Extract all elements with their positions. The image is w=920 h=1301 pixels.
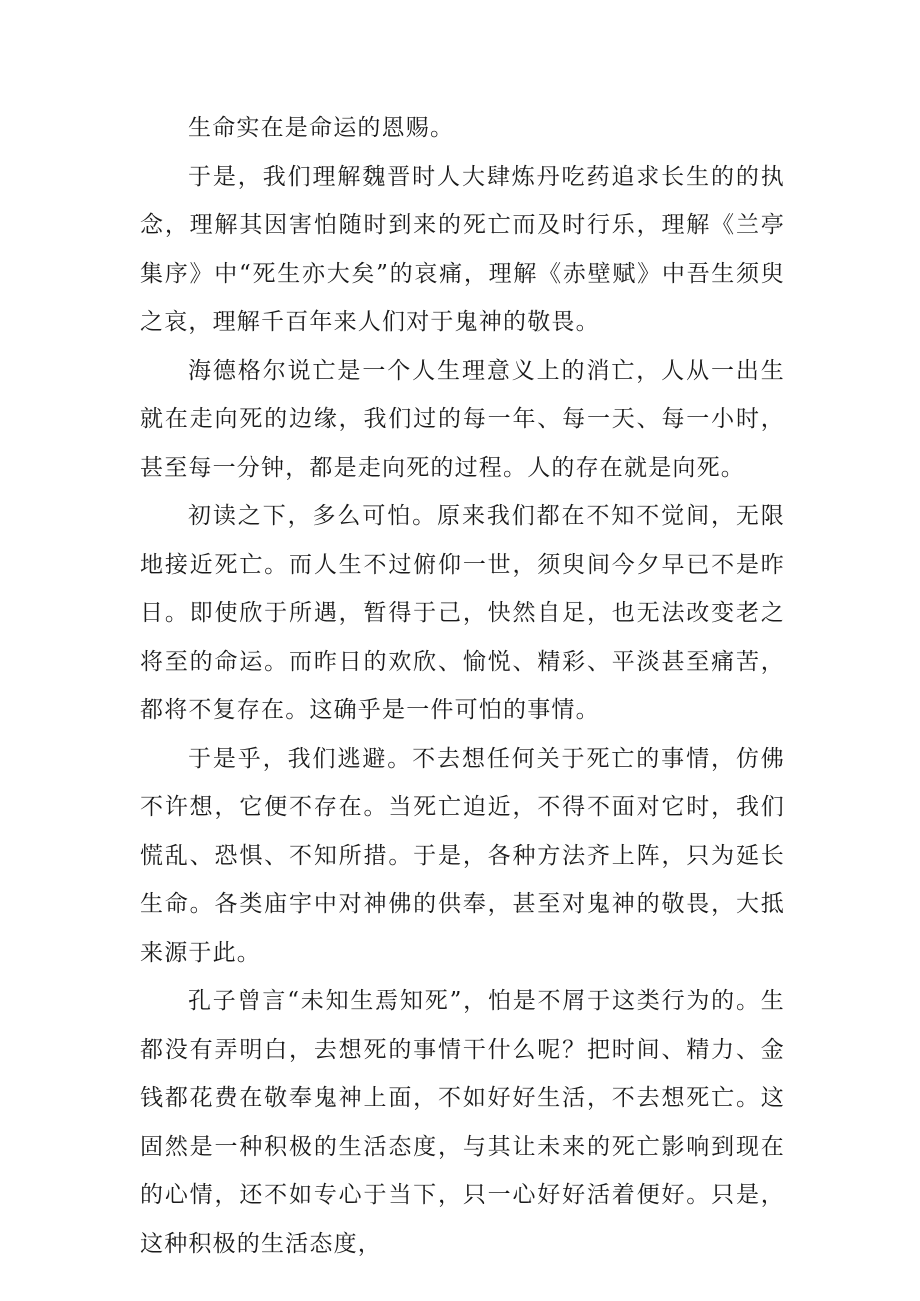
essay-body [140, 104, 785, 1268]
paragraph-1: 生命实在是命运的恩赐。 [188, 115, 455, 141]
paragraph-2: 于是，我们理解魏晋时人大肆炼丹吃药追求长生的的执念，理解其因害怕随时到来的死亡而及时行乐，理解《兰亭集序》中“死生亦大矣”的哀痛，理解《赤壁赋》中吾生须臾之哀，理解千百年来人们对于鬼神的敬畏。 [140, 163, 785, 335]
paragraph-5: 于是乎，我们逃避。不去想任何关于死亡的事情，仿佛不许想，它便不存在。当死亡迫近，不得不面对它时，我们慌乱、恐惧、不知所措。于是，各种方法齐上阵，只为延长生命。各类庙宇中对神佛的供奉，甚至对鬼神的敬畏，大抵来源于此。 [140, 745, 785, 966]
paragraph-4: 初读之下，多么可怕。原来我们都在不知不觉间，无限地接近死亡。而人生不过俯仰一世，须臾间今夕早已不是昨日。即使欣于所遇，暂得于己，快然自足，也无法改变老之将至的命运。而昨日的欢欣、愉悦、精彩、平淡甚至痛苦，都将不复存在。这确乎是一件可怕的事情。 [140, 503, 785, 723]
paragraph-3: 海德格尔说亡是一个人生理意义上的消亡，人从一出生就在走向死的边缘，我们过的每一年、每一天、每一小时，甚至每一分钟，都是走向死的过程。人的存在就是向死。 [140, 357, 785, 481]
paragraph-6: 孔子曾言“未知生焉知死”，怕是不屑于这类行为的。生都没有弄明白，去想死的事情干什么呢？把时间、精力、金钱都花费在敬奉鬼神上面，不如好好生活，不去想死亡。这固然是一种积极的生活态度，与其让未来的死亡影响到现在的心情，还不如专心于当下，只一心好好活着便好。只是，这种积极的生活态度， [140, 988, 785, 1257]
